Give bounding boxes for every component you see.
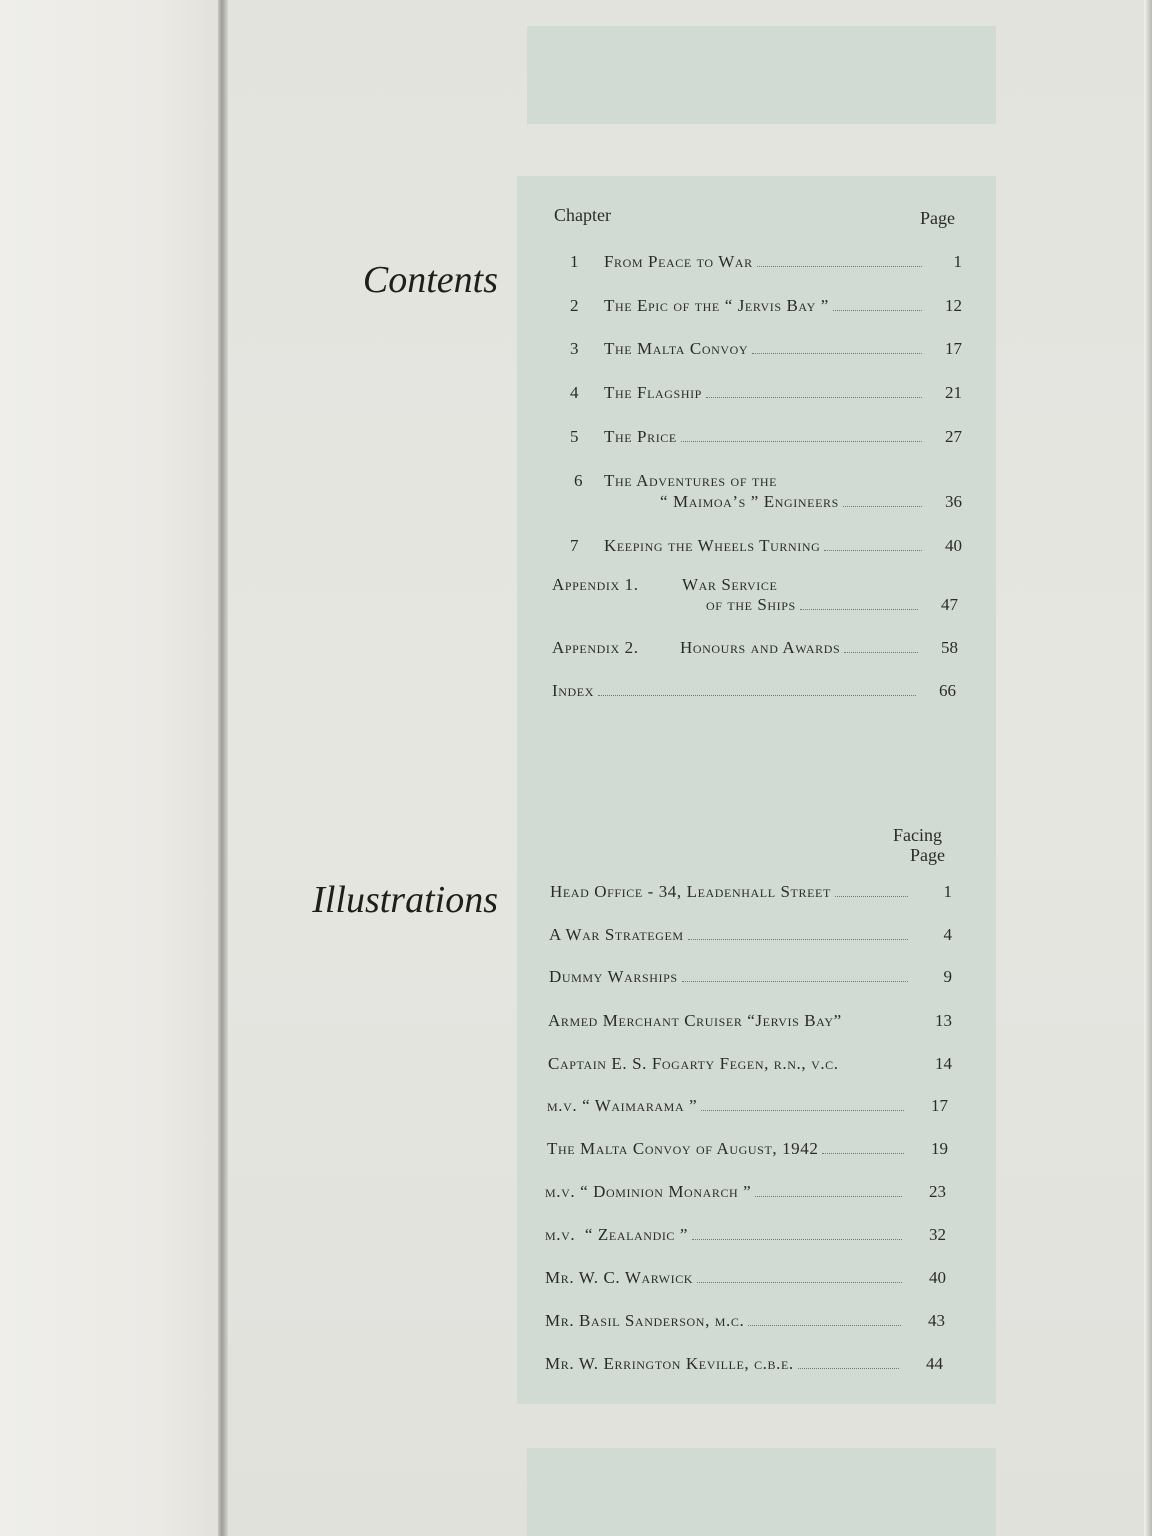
leader-dots — [833, 310, 922, 311]
tint-band-top — [527, 26, 996, 124]
chapter-title: The Price — [604, 427, 677, 446]
leader-dots — [835, 896, 908, 897]
page-number: 43 — [928, 1311, 945, 1330]
page-number: 36 — [945, 492, 962, 511]
leader-dots — [752, 353, 922, 354]
leader-dots — [706, 397, 922, 398]
page-number: 47 — [941, 595, 958, 614]
illustration-entry[interactable] — [545, 1182, 946, 1202]
illustration-title: Armed Merchant Cruiser “Jervis Bay” — [548, 1011, 842, 1030]
page-number: 44 — [926, 1354, 943, 1373]
toc-entry[interactable] — [570, 427, 962, 447]
toc-entry[interactable] — [570, 383, 962, 403]
appendix-title-line-1: War Service — [682, 575, 778, 594]
illustration-entry[interactable] — [548, 1011, 952, 1031]
contents-heading: Contents — [362, 259, 498, 301]
book-gutter — [218, 0, 228, 1536]
leader-dots — [692, 1239, 902, 1240]
page-number: 66 — [939, 681, 956, 700]
illustration-title: Captain E. S. Fogarty Fegen, r.n., v.c. — [548, 1054, 839, 1073]
page-number: 21 — [945, 383, 962, 402]
appendix-title: Honours and Awards — [680, 638, 841, 657]
leader-dots — [844, 652, 918, 653]
toc-entry[interactable] — [706, 595, 958, 615]
toc-entry[interactable] — [660, 492, 962, 512]
page-number: 12 — [945, 296, 962, 315]
leader-dots — [843, 506, 922, 507]
leader-dots — [748, 1325, 901, 1326]
illustration-entry[interactable] — [545, 1354, 943, 1374]
left-page — [0, 0, 222, 1536]
toc-entry[interactable] — [570, 339, 962, 359]
illustration-entry[interactable] — [545, 1268, 946, 1288]
page-number: 19 — [931, 1139, 948, 1158]
page-number: 4 — [943, 925, 952, 944]
illustration-title: Mr. W. Errington Keville, c.b.e. — [545, 1354, 794, 1373]
appendix-title-line-2: of the Ships — [706, 595, 796, 614]
chapter-title: The Epic of the “ Jervis Bay ” — [604, 296, 829, 315]
page-number: 17 — [931, 1096, 948, 1115]
illustration-title: m.v. “ Zealandic ” — [545, 1225, 689, 1244]
page-column-header: Page — [910, 845, 945, 865]
chapter-number: 5 — [570, 427, 579, 446]
page-number: 40 — [929, 1268, 946, 1287]
illustration-title: Mr. Basil Sanderson, m.c. — [545, 1311, 745, 1330]
leader-dots — [697, 1282, 902, 1283]
chapter-column-header: Chapter — [554, 205, 611, 225]
chapter-number: 1 — [570, 252, 579, 271]
leader-dots — [800, 609, 918, 610]
illustration-entry[interactable] — [549, 967, 952, 987]
page-number: 1 — [953, 252, 962, 271]
toc-entry[interactable] — [570, 252, 962, 272]
leader-dots — [755, 1196, 902, 1197]
illustration-entry[interactable] — [549, 925, 952, 945]
illustration-entry[interactable] — [548, 1054, 952, 1074]
leader-dots — [681, 441, 922, 442]
toc-entry[interactable] — [570, 296, 962, 316]
chapter-title: From Peace to War — [604, 252, 753, 271]
illustration-entry[interactable] — [545, 1311, 945, 1331]
tint-band-bottom — [527, 1448, 996, 1536]
leader-dots — [682, 981, 908, 982]
facing-column-header: Facing — [893, 825, 942, 845]
leader-dots — [598, 695, 916, 696]
tint-band-main — [517, 176, 996, 1404]
illustration-entry[interactable] — [545, 1225, 946, 1245]
illustration-title: Head Office - 34, Leadenhall Street — [550, 882, 831, 901]
chapter-number: 3 — [570, 339, 579, 358]
leader-dots — [688, 939, 908, 940]
page-number: 27 — [945, 427, 962, 446]
index-label: Index — [552, 681, 594, 700]
leader-dots — [757, 266, 922, 267]
leader-dots — [824, 550, 922, 551]
page-number: 40 — [945, 536, 962, 555]
toc-entry[interactable] — [552, 638, 958, 658]
chapter-title-line-2: “ Maimoa’s ” Engineers — [660, 492, 839, 511]
page-number: 13 — [935, 1011, 952, 1030]
page-number: 58 — [941, 638, 958, 657]
page-number: 23 — [929, 1182, 946, 1201]
page-column-header: Page — [920, 208, 955, 228]
page-number: 9 — [943, 967, 952, 986]
page-edge — [1144, 0, 1152, 1536]
illustration-title: Mr. W. C. Warwick — [545, 1268, 694, 1287]
illustration-title: m.v. “ Dominion Monarch ” — [545, 1182, 752, 1201]
illustration-title: A War Strategem — [549, 925, 684, 944]
chapter-number: 2 — [570, 296, 579, 315]
chapter-number: 4 — [570, 383, 579, 402]
chapter-number: 7 — [570, 536, 579, 555]
page-number: 32 — [929, 1225, 946, 1244]
chapter-title: The Malta Convoy — [604, 339, 749, 358]
illustration-entry[interactable] — [547, 1096, 948, 1116]
page-number: 1 — [943, 882, 952, 901]
toc-entry[interactable] — [570, 536, 962, 556]
chapter-number: 6 — [574, 471, 584, 490]
chapter-title: The Flagship — [604, 383, 702, 402]
illustration-title: The Malta Convoy of August, 1942 — [547, 1139, 819, 1158]
page-number: 14 — [935, 1054, 952, 1073]
illustration-entry[interactable] — [550, 882, 952, 902]
illustrations-heading: Illustrations — [312, 879, 498, 921]
leader-dots — [701, 1110, 904, 1111]
illustration-title: m.v. “ Waimarama ” — [547, 1096, 698, 1115]
toc-entry[interactable] — [552, 681, 956, 701]
page-number: 17 — [945, 339, 962, 358]
chapter-title: Keeping the Wheels Turning — [604, 536, 821, 555]
illustration-entry[interactable] — [547, 1139, 948, 1159]
appendix-label: Appendix 2. — [552, 638, 639, 657]
appendix-label: Appendix 1. — [552, 575, 639, 594]
leader-dots — [798, 1368, 899, 1369]
leader-dots — [822, 1153, 904, 1154]
illustration-title: Dummy Warships — [549, 967, 678, 986]
chapter-title-line-1: The Adventures of the — [604, 471, 778, 490]
